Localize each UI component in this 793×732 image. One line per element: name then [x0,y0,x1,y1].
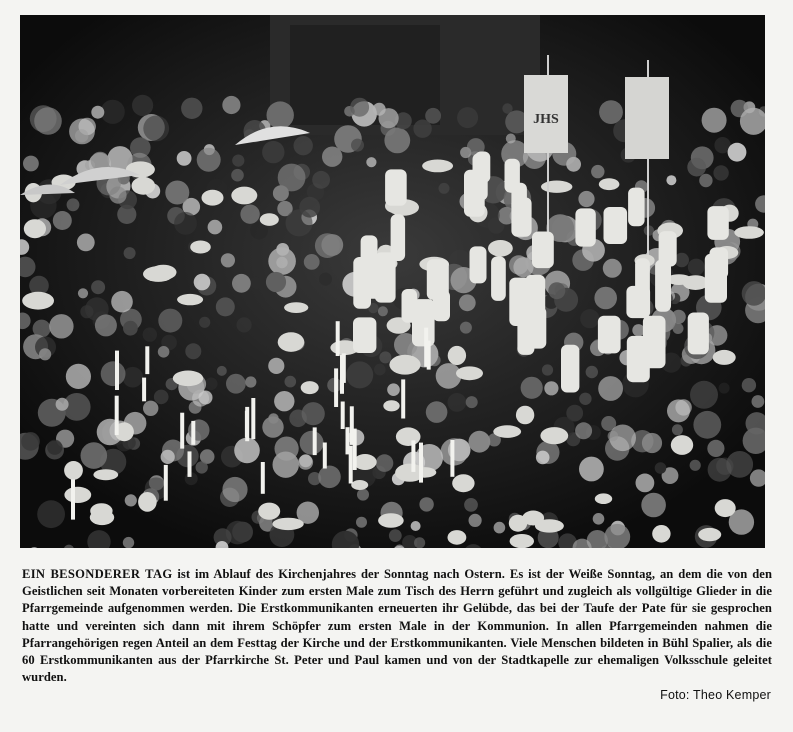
crowd-head [464,498,478,512]
hat [231,187,257,205]
crowd-head [675,253,689,267]
crowd-head [33,320,51,338]
hat [671,435,693,455]
crowd-head [194,274,211,291]
crowd-head [91,280,105,294]
crowd-head [578,191,594,207]
candle [419,443,423,483]
crowd-head [49,314,73,338]
crowd-head [666,175,676,185]
hat [301,381,319,394]
crowd-head [351,139,364,152]
crowd-head [304,254,320,270]
crowd-head [123,321,138,336]
hat [715,499,736,517]
crowd-head [387,383,400,396]
crowd-head [232,155,244,167]
crowd-head [586,366,598,378]
crowd-head [719,383,730,394]
candle [334,368,338,407]
child-white-dress [491,256,506,301]
candle [424,328,428,367]
hat [493,425,521,438]
hat [93,469,118,480]
hat [488,240,513,257]
candle [353,429,357,470]
banner-text: JHS [533,112,559,127]
hat [448,530,467,545]
crowd-head [77,234,95,252]
crowd-head [379,351,391,363]
crowd-head [67,198,80,211]
hat [599,178,620,190]
crowd-head [23,156,39,172]
child-white-dress [505,159,520,193]
crowd-head [708,458,732,482]
crowd-head [356,517,367,528]
crowd-head [66,364,91,389]
crowd-head [575,422,592,439]
hat [351,480,368,490]
crowd-head [579,393,591,405]
crowd-head [37,500,65,528]
hat [396,427,421,446]
crowd-head [469,514,482,527]
crowd-head [544,381,558,395]
crowd-head [294,136,313,155]
crowd-head [593,513,605,525]
hat [540,427,568,444]
crowd-head [439,183,450,194]
crowd-head [143,401,158,416]
candle [71,479,75,519]
crowd-head [34,107,62,135]
crowd-head [285,376,297,388]
crowd-head [542,364,553,375]
child-white-dress [575,208,595,246]
crowd-head [143,327,157,341]
procession-photo [20,15,765,548]
crowd-head [548,282,565,299]
crowd-head [457,107,478,128]
hat [64,461,83,480]
crowd-head [226,374,246,394]
crowd-head [143,116,169,142]
crowd-head [672,424,683,435]
child-white-dress [659,231,677,266]
hat [734,226,764,239]
child-white-dress [598,316,621,354]
crowd-head [752,395,765,408]
child-white-dress [710,247,729,279]
newspaper-photo [20,15,765,548]
crowd-head [237,317,252,332]
hat [190,241,211,254]
crowd-head [21,432,40,451]
crowd-head [111,291,133,313]
candle [188,451,192,477]
hat [522,511,544,526]
crowd-head [197,148,221,172]
candle [313,427,317,455]
crowd-head [78,288,88,298]
candle [336,321,340,356]
crowd-head [262,416,283,437]
crowd-head [273,452,299,478]
crowd-head [603,259,622,278]
crowd-head [469,431,491,453]
crowd-head [389,529,402,542]
candle [450,440,454,477]
child-white-dress [511,197,531,236]
crowd-head [419,497,433,511]
crowd-head [80,305,93,318]
crowd-head [240,205,259,224]
crowd-head [636,474,655,493]
crowd-head [268,247,296,275]
crowd-head [217,366,227,376]
child-white-dress [655,260,671,312]
crowd-head [132,95,153,116]
hat [24,219,46,238]
child-white-dress [412,299,435,346]
hat [132,177,156,195]
hat [272,518,303,530]
crowd-head [713,165,728,180]
crowd-head [599,100,623,124]
crowd-head [598,376,623,401]
hat [448,346,466,365]
hat [683,275,709,290]
crowd-head [374,364,386,376]
crowd-head [687,158,706,177]
crowd-head [413,120,431,138]
caption-lead: EIN BESONDERER TAG [22,567,173,581]
crowd-head [205,378,218,391]
candle [115,351,119,390]
crowd-head [298,455,313,470]
crowd-head [266,272,286,292]
hat [383,400,399,411]
crowd-head [216,297,235,316]
hat [64,487,91,503]
crowd-head [234,438,260,464]
hat [278,332,305,352]
child-white-dress [385,169,407,205]
candle [341,402,345,430]
crowd-head [274,391,294,411]
crowd-head [232,274,251,293]
crowd-head [196,461,208,473]
photo-credit: Foto: Theo Kemper [660,688,771,702]
child-white-dress [626,286,650,318]
crowd-head [181,98,202,119]
crowd-head [245,376,256,387]
crowd-head [231,169,244,182]
hat [541,181,572,193]
candle [191,421,195,445]
crowd-head [177,151,192,166]
crowd-head [208,220,223,235]
crowd-head [158,309,182,333]
crowd-head [699,174,712,187]
crowd-head [289,410,307,428]
hat [652,525,670,543]
crowd-head [101,361,126,386]
hat [595,493,612,504]
hat [22,292,54,310]
hat [90,503,112,518]
child-white-dress [532,232,554,269]
hat [260,213,279,226]
crowd-head [222,477,247,502]
child-white-dress [561,345,579,393]
crowd-head [319,273,332,286]
candle [411,440,415,472]
crowd-head [161,450,175,464]
crowd-head [250,277,262,289]
crowd-head [154,390,169,405]
candle [142,378,146,402]
candle [401,379,405,418]
crowd-head [702,108,727,133]
child-white-dress [604,207,628,244]
crowd-head [185,343,201,359]
candle [323,443,327,469]
crowd-head [376,454,394,472]
hat [510,534,534,548]
hat [452,474,474,492]
child-white-dress [509,278,531,326]
child-white-dress [364,253,381,298]
crowd-head [158,346,170,358]
crowd-head [426,401,448,423]
caption-body: ist im Ablauf des Kirchenjahres der Sonntag nach Ostern. Es ist der Weiße Sonntag, an dem die von den Geistlichen seit Monaten vorbereiteten Kinder zum ersten Male zum Tisch des Herrn geführt und zugleich als vollgültige Glieder in die Pfarrgemeinde aufgenommen werden. Die Erstkommunikanten erneuerten ihr Gelübde, das bei der Taufe der Pate für sie gesprochen hatte und vereinten sich dann mit ihrem Schöpfer zum ersten Male in der Kommunion. In allen Pfarrgemeinden nahmen die Pfarrangehörigen regen Anteil an dem Festtag der Kirche und der Erstkommunikanten. Viele Menschen bildeten in Bühl Spalier, als die 60 Erstkommunikanten aus der Pfarrkirche St. Peter und Paul kamen und von der Stadtkapelle zur ehemaligen Volksschule geleitet wurden. [22,567,773,685]
hat [138,492,157,512]
crowd-head [521,377,543,399]
crowd-head [322,147,342,167]
crowd-head [373,103,386,116]
hat [354,454,377,470]
crowd-head [124,247,136,259]
crowd-head [608,431,619,442]
photo-caption [22,566,772,686]
candle [245,411,249,438]
crowd-head [411,521,421,531]
child-white-dress [470,246,487,283]
crowd-head [742,378,756,392]
crowd-head [39,348,51,360]
crowd-head [53,211,72,230]
crowd-head [299,197,320,218]
crowd-head [580,309,599,328]
crowd-head [81,442,108,469]
crowd-head [122,367,143,388]
candle [346,427,350,454]
crowd-head [707,440,724,457]
crowd-head [591,165,604,178]
crowd-head [199,317,210,328]
crowd-head [91,106,104,119]
candle [115,396,119,435]
hat [177,294,203,305]
crowd-head [494,522,506,534]
child-white-dress [473,153,488,200]
crowd-head [536,451,550,465]
crowd-head [690,460,701,471]
crowd-head [448,393,467,412]
crowd-head [350,98,369,117]
child-white-dress [643,316,666,369]
crowd-head [513,257,533,277]
crowd-head [579,457,604,482]
hat [456,366,483,380]
child-white-dress [688,313,709,355]
crowd-head [123,537,134,548]
child-white-dress [391,214,406,261]
crowd-head [222,96,240,114]
child-white-dress [353,317,376,353]
crowd-head [262,141,284,163]
candle [251,398,255,439]
crowd-head [267,101,294,128]
hat [389,355,420,375]
crowd-head [268,358,284,374]
crowd-head [95,314,117,336]
child-white-dress [628,188,645,227]
crowd-head [56,398,69,411]
crowd-head [357,489,369,501]
crowd-head [632,324,644,336]
crowd-head [165,181,189,205]
candle [261,462,265,494]
crowd-head [466,396,478,408]
crowd-head [414,537,425,548]
crowd-head [278,164,306,192]
crowd-head [688,259,705,276]
candle [145,346,149,374]
crowd-head [459,294,476,311]
crowd-head [673,323,684,334]
crowd-head [300,431,324,455]
hat [516,406,534,425]
hat [202,190,224,206]
hat [173,371,203,387]
crowd-head [378,306,388,316]
crowd-head [47,440,62,455]
hat [378,513,404,528]
crowd-head [667,399,690,422]
hat [150,265,176,280]
crowd-head [312,171,330,189]
crowd-head [366,157,376,167]
hat [713,350,736,365]
crowd-head [174,212,197,235]
hat [698,528,721,541]
hat [284,302,308,313]
crowd-head [693,411,721,439]
crowd-head [460,322,472,334]
crowd-head [728,143,747,162]
crowd-head [125,494,137,506]
crowd-head [318,466,341,489]
child-white-dress [433,290,450,321]
crowd-head [321,234,343,256]
crowd-head [641,493,666,518]
crowd-head [69,119,95,145]
candle [164,465,168,501]
crowd-head [690,381,718,409]
candle [180,413,184,449]
hat [258,503,280,520]
child-white-dress [707,206,728,240]
crowd-head [221,253,235,267]
crowd-head [655,462,667,474]
crowd-head [594,287,617,310]
candle [340,355,344,394]
hat [422,160,453,173]
crowd-head [346,361,373,388]
